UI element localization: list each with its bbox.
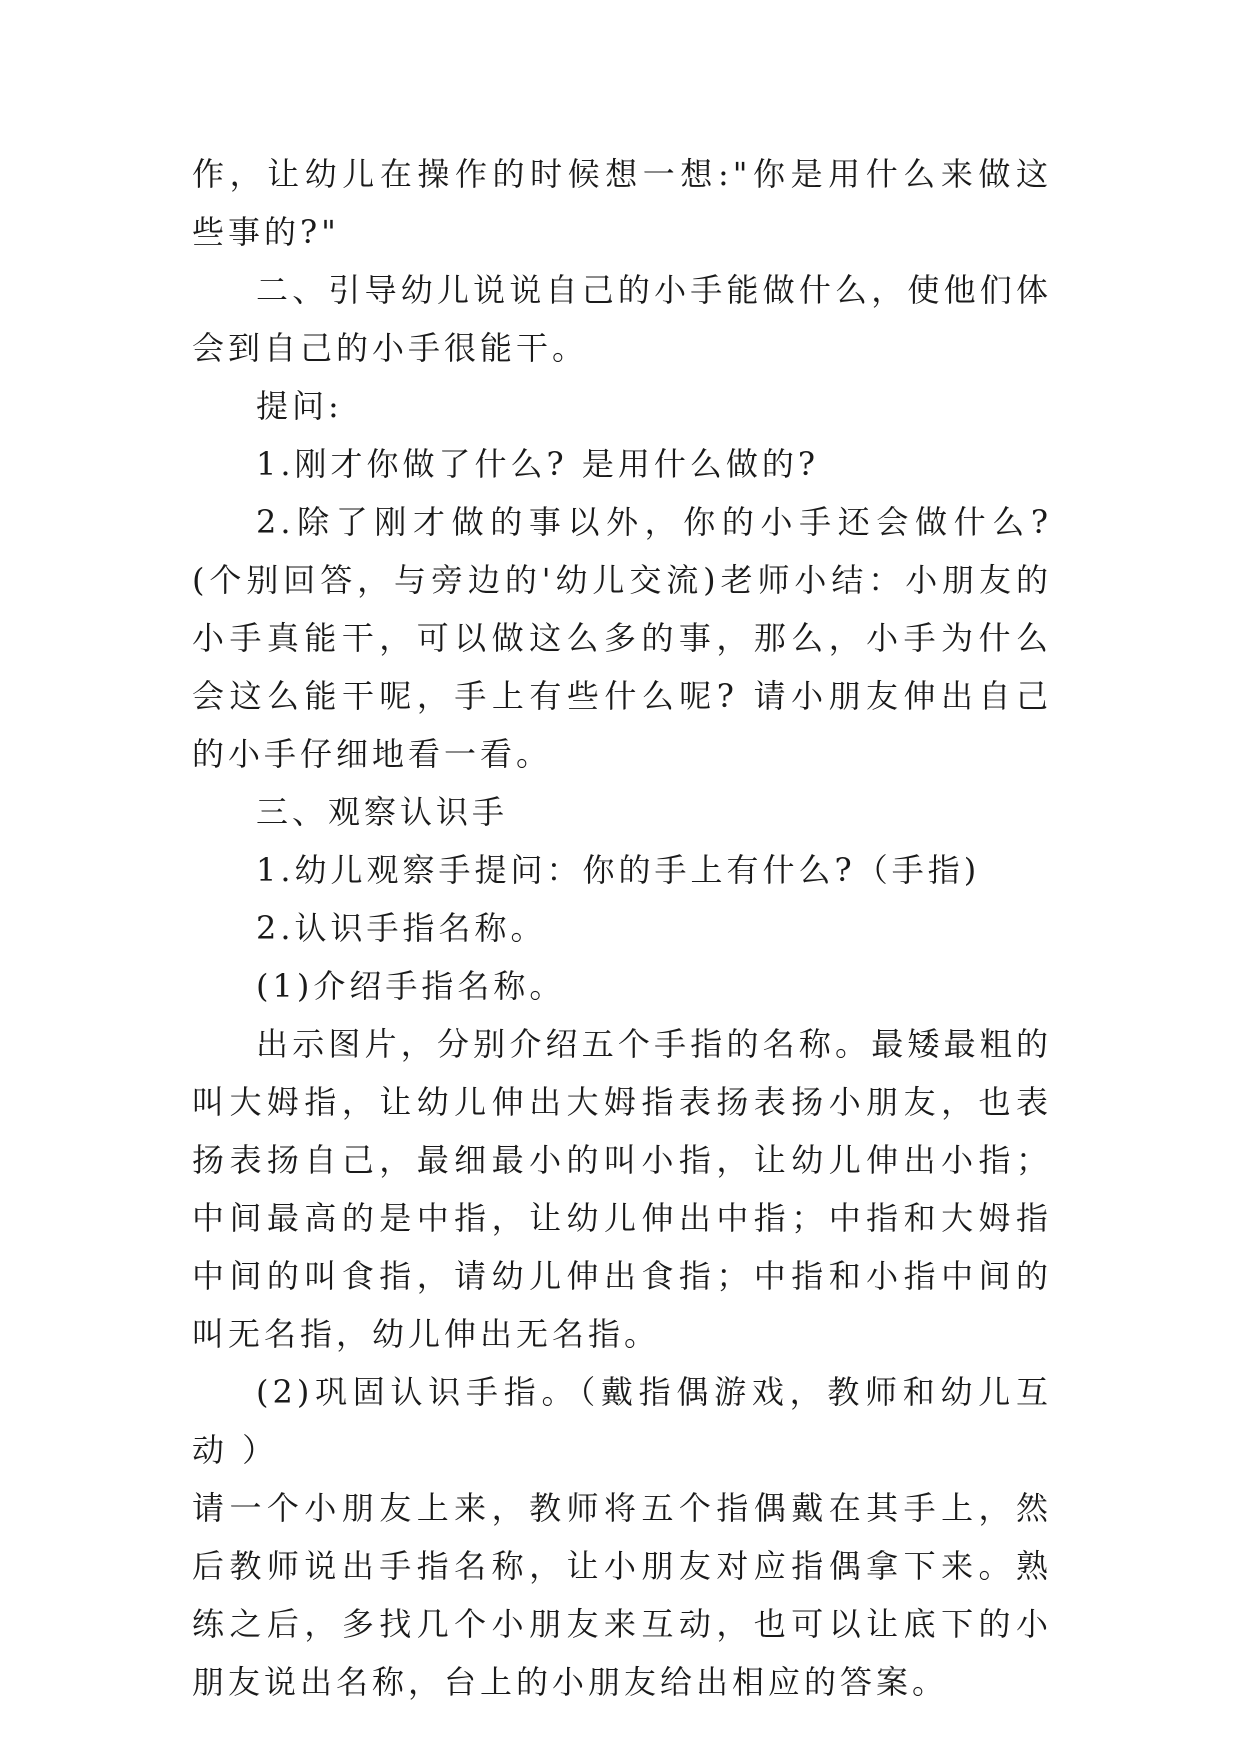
list-item: (2)巩固认识手指。（戴指偶游戏，教师和幼儿互动 ） [192, 1373, 1052, 1469]
section-heading: 二、引导幼儿说说自己的小手能做什么，使他们体会到自己的小手很能干。 [192, 271, 1052, 367]
section-heading: 三、观察认识手 [256, 793, 509, 831]
list-item: 1.刚才你做了什么? 是用什么做的? [256, 445, 820, 483]
paragraph: 出示图片，分别介绍五个手指的名称。最矮最粗的叫大姆指，让幼儿伸出大姆指表扬表扬小朋友，也表扬表扬自己，最细最小的叫小指，让幼儿伸出小指；中间最高的是中指，让幼儿伸出中指；中指和大姆指中间的叫食指，请幼儿伸出食指；中指和小指中间的叫无名指，幼儿伸出无名指。 [192, 1025, 1052, 1353]
paragraph: 作，让幼儿在操作的时候想一想:"你是用什么来做这些事的?" [192, 155, 1052, 251]
list-item: 2.除了刚才做的事以外，你的小手还会做什么?(个别回答，与旁边的'幼儿交流)老师小结：小朋友的小手真能干，可以做这么多的事，那么，小手为什么会这么能干呢，手上有些什么呢? 请小朋友伸出自己的小手仔细地看一看。 [192, 503, 1052, 773]
list-item: 1.幼儿观察手提问：你的手上有什么?（手指) [256, 851, 981, 889]
paragraph: 请一个小朋友上来，教师将五个指偶戴在其手上，然后教师说出手指名称，让小朋友对应指偶拿下来。熟练之后，多找几个小朋友来互动，也可以让底下的小朋友说出名称，台上的小朋友给出相应的答案。 [192, 1489, 1052, 1701]
paragraph: 提问: [256, 387, 343, 425]
list-item: (1)介绍手指名称。 [256, 967, 566, 1005]
list-item: 2.认识手指名称。 [256, 909, 547, 947]
document-page [192, 145, 1052, 1711]
